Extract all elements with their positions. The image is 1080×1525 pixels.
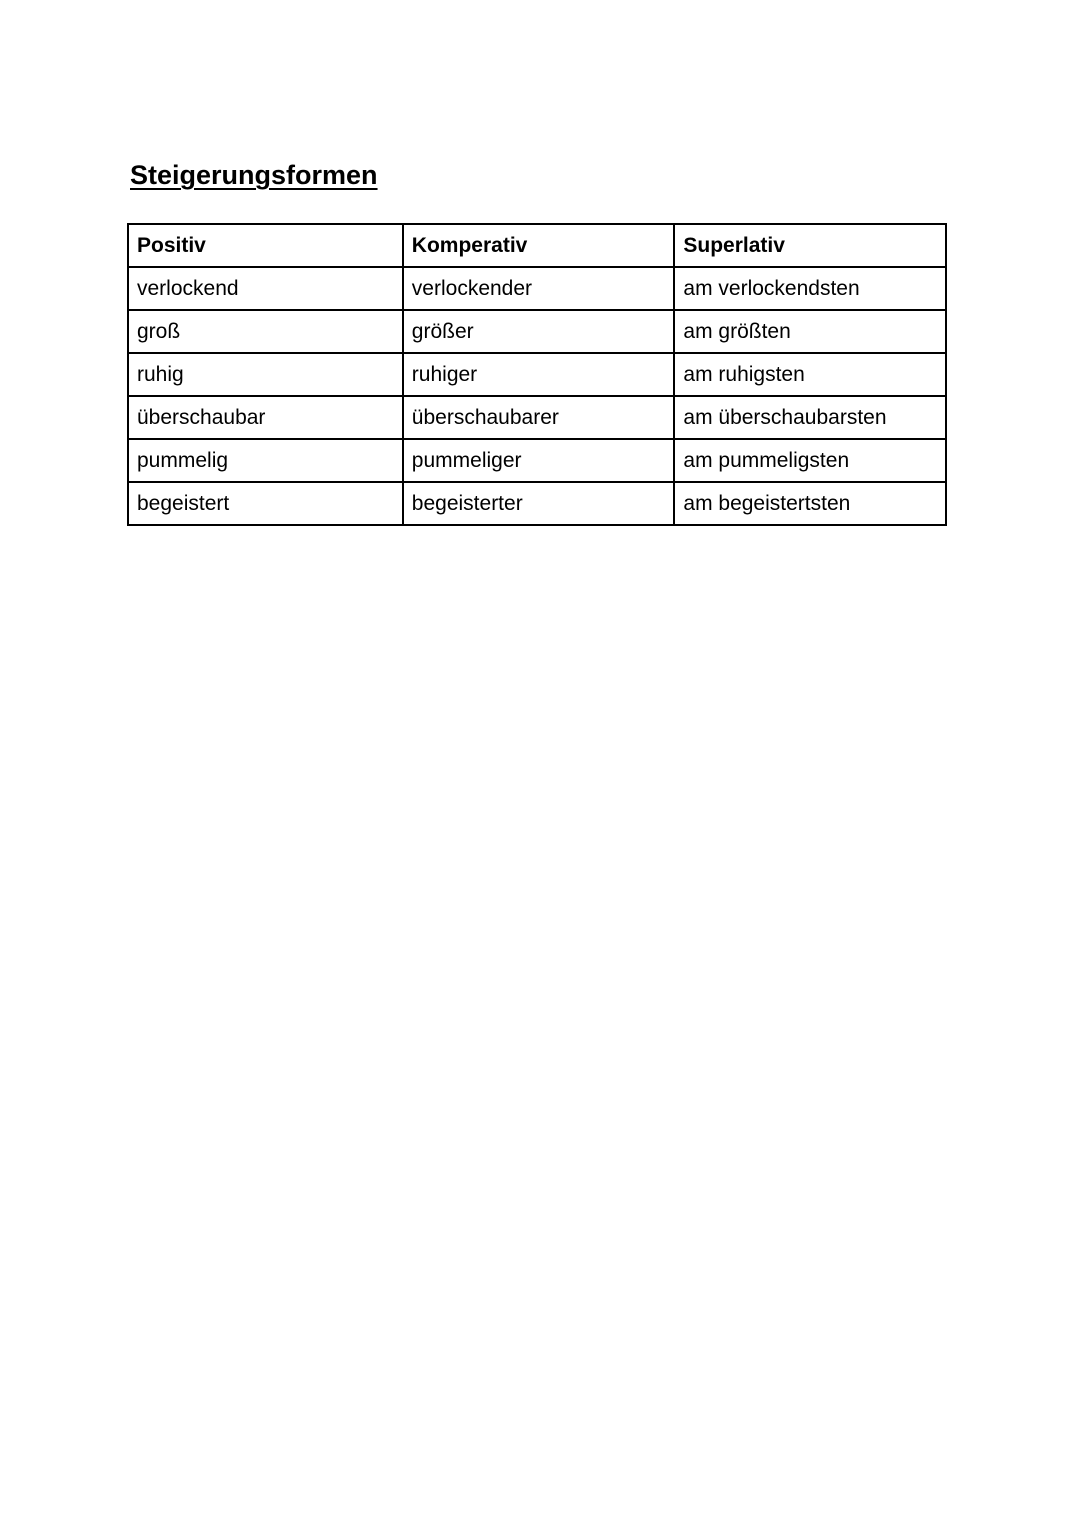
table-row: [128, 267, 946, 310]
header-komperativ: Komperativ: [403, 224, 675, 267]
cell-superlativ: am begeistertsten: [674, 482, 946, 525]
cell-positiv: verlockend: [128, 267, 403, 310]
cell-superlativ: am ruhigsten: [674, 353, 946, 396]
cell-komperativ: pummeliger: [403, 439, 675, 482]
cell-komperativ: begeisterter: [403, 482, 675, 525]
table-row: [128, 353, 946, 396]
cell-komperativ: größer: [403, 310, 675, 353]
cell-superlativ: am verlockendsten: [674, 267, 946, 310]
table-row: [128, 396, 946, 439]
cell-komperativ: verlockender: [403, 267, 675, 310]
cell-komperativ: überschaubarer: [403, 396, 675, 439]
table-row: [128, 482, 946, 525]
cell-positiv: ruhig: [128, 353, 403, 396]
page-title: Steigerungsformen: [130, 160, 378, 190]
comparison-table: [127, 223, 947, 526]
cell-positiv: begeistert: [128, 482, 403, 525]
cell-positiv: groß: [128, 310, 403, 353]
cell-positiv: pummelig: [128, 439, 403, 482]
header-superlativ: Superlativ: [674, 224, 946, 267]
table-row: [128, 310, 946, 353]
cell-komperativ: ruhiger: [403, 353, 675, 396]
cell-superlativ: am überschaubarsten: [674, 396, 946, 439]
header-positiv: Positiv: [128, 224, 403, 267]
cell-positiv: überschaubar: [128, 396, 403, 439]
table-row: [128, 439, 946, 482]
cell-superlativ: am größten: [674, 310, 946, 353]
cell-superlativ: am pummeligsten: [674, 439, 946, 482]
table-header-row: [128, 224, 946, 267]
